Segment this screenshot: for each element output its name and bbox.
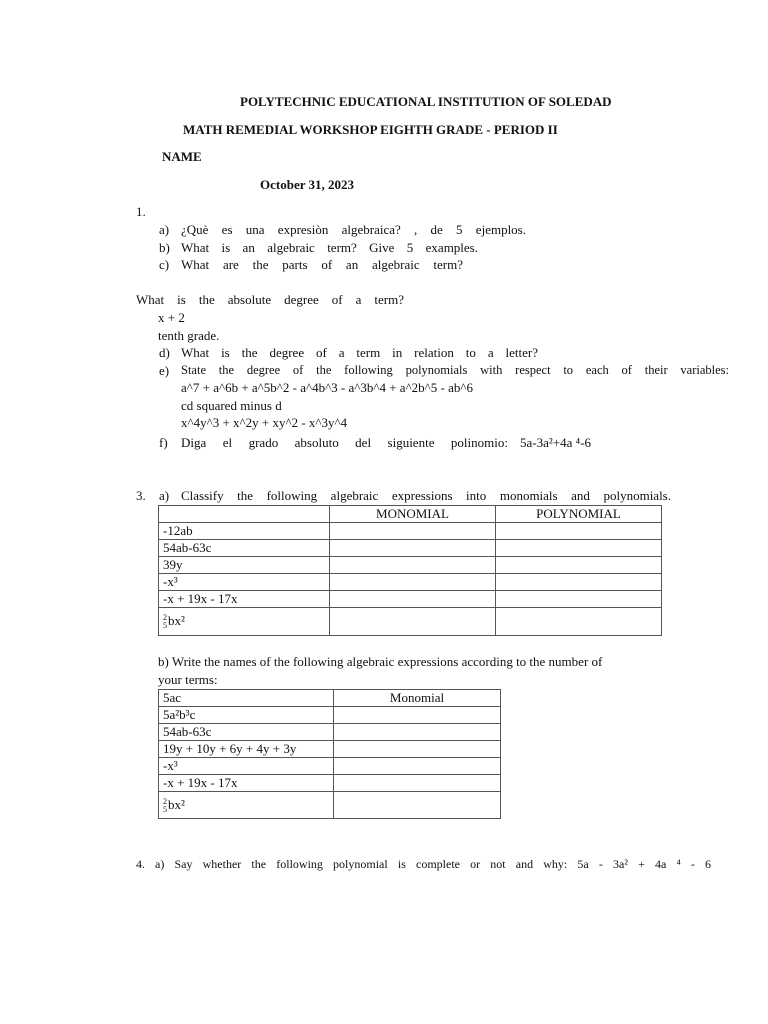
fraction-denominator: 5 — [163, 805, 167, 815]
table-row — [159, 724, 501, 741]
expression-cell: 54ab-63c — [159, 540, 330, 557]
table-row — [159, 690, 501, 707]
table-row — [159, 792, 501, 819]
q1b-label: b) — [159, 240, 170, 255]
q2e-text: State the degree of the following polynomials with respect to each of their variables: — [181, 363, 729, 377]
fraction-numerator: 2 — [163, 613, 167, 623]
name-answer-cell[interactable] — [334, 724, 501, 741]
date: October 31, 2023 — [260, 177, 354, 192]
fraction-expression-cell — [159, 608, 330, 636]
fraction-expression-cell — [159, 792, 334, 819]
table-row — [159, 574, 662, 591]
q2-intro: What is the absolute degree of a term? — [136, 292, 404, 307]
q2f-poly: 5a-3a²+4a ⁴-6 — [520, 435, 591, 450]
table-row — [159, 557, 662, 574]
expression-cell: 5a²b³c — [159, 707, 334, 724]
workshop-title: MATH REMEDIAL WORKSHOP EIGHTH GRADE - PERIOD II — [183, 122, 558, 137]
fraction — [163, 614, 167, 630]
name-answer-cell[interactable] — [334, 758, 501, 775]
table-row — [159, 523, 662, 540]
expression-cell: -x³ — [159, 758, 334, 775]
q2e-poly1: a^7 + a^6b + a^5b^2 - a^4b^3 - a^3b^4 + a^2b^5 - ab^6 — [181, 380, 473, 395]
table-row — [159, 608, 662, 636]
monomial-answer-cell[interactable] — [330, 608, 496, 636]
q2e-poly3: x^4y^3 + x^2y + xy^2 - x^3y^4 — [181, 415, 348, 430]
q1-number: 1. — [136, 204, 146, 219]
name-answer-cell[interactable] — [334, 741, 501, 758]
header-polynomial: POLYNOMIAL — [496, 506, 662, 523]
expression-cell: 19y + 10y + 6y + 4y + 3y — [159, 741, 334, 758]
table-row — [159, 591, 662, 608]
q2d-label: d) — [159, 345, 170, 360]
monomial-answer-cell[interactable] — [330, 557, 496, 574]
table-row — [159, 540, 662, 557]
q2d-text: What is the degree of a term in relation to a letter? — [181, 345, 538, 360]
polynomial-answer-cell[interactable] — [496, 591, 662, 608]
name-label: NAME — [162, 149, 202, 164]
fraction-denominator: 5 — [163, 621, 167, 631]
name-answer-cell[interactable] — [334, 775, 501, 792]
name-answer-cell[interactable] — [334, 792, 501, 819]
expression-cell: 54ab-63c — [159, 724, 334, 741]
polynomial-answer-cell[interactable] — [496, 523, 662, 540]
fraction-rest: bx² — [168, 613, 185, 628]
expression-cell: -x³ — [159, 574, 330, 591]
monomial-answer-cell[interactable] — [330, 523, 496, 540]
table-row — [159, 775, 501, 792]
table-header-row — [159, 506, 662, 523]
header-monomial: MONOMIAL — [330, 506, 496, 523]
monomial-answer-cell[interactable] — [330, 591, 496, 608]
classification-table — [158, 505, 662, 636]
table-row — [159, 758, 501, 775]
header-cell-empty — [159, 506, 330, 523]
q3a-text: Classify the following algebraic expressions into monomials and polynomials. — [181, 488, 671, 503]
q1c-text: What are the parts of an algebraic term? — [181, 257, 463, 272]
name-cell: Monomial — [334, 690, 501, 707]
polynomial-answer-cell[interactable] — [496, 540, 662, 557]
q1a-text: ¿Què es una expresiòn algebraica? , de 5 ejemplos. — [181, 222, 526, 237]
fraction-numerator: 2 — [163, 797, 167, 807]
q4-text: a) Say whether the following polynomial is complete or not and why: 5a - 3a² + 4a ⁴ - 6 — [155, 857, 711, 871]
q3a-label: a) — [159, 488, 170, 503]
expression-cell: 5ac — [159, 690, 334, 707]
q2f-text: Diga el grado absoluto del siguiente polinomio: — [181, 435, 508, 450]
monomial-answer-cell[interactable] — [330, 574, 496, 591]
expression-cell: -x + 19x - 17x — [159, 775, 334, 792]
q3b-line1: b) Write the names of the following algebraic expressions according to the number of — [158, 654, 603, 669]
q2f-label: f) — [159, 435, 168, 450]
institution-title: POLYTECHNIC EDUCATIONAL INSTITUTION OF SOLEDAD — [240, 94, 612, 109]
q3b-line2: your terms: — [158, 672, 218, 687]
fraction — [163, 798, 167, 814]
q2-line2: tenth grade. — [158, 328, 220, 343]
q2e-label: e) — [159, 363, 170, 378]
monomial-answer-cell[interactable] — [330, 540, 496, 557]
q3-number: 3. — [136, 488, 146, 503]
q1b-text: What is an algebraic term? Give 5 examples. — [181, 240, 478, 255]
polynomial-answer-cell[interactable] — [496, 557, 662, 574]
table-row — [159, 707, 501, 724]
expression-cell: -x + 19x - 17x — [159, 591, 330, 608]
table-row — [159, 741, 501, 758]
fraction-rest: bx² — [168, 797, 185, 812]
q1c-label: c) — [159, 257, 170, 272]
polynomial-answer-cell[interactable] — [496, 574, 662, 591]
expression-cell: 39y — [159, 557, 330, 574]
expression-cell: -12ab — [159, 523, 330, 540]
q2e-poly2: cd squared minus d — [181, 398, 282, 413]
naming-table — [158, 689, 501, 819]
polynomial-answer-cell[interactable] — [496, 608, 662, 636]
name-answer-cell[interactable] — [334, 707, 501, 724]
q4-number: 4. — [136, 857, 145, 871]
q2-line1: x + 2 — [158, 310, 185, 325]
q1a-label: a) — [159, 222, 170, 237]
